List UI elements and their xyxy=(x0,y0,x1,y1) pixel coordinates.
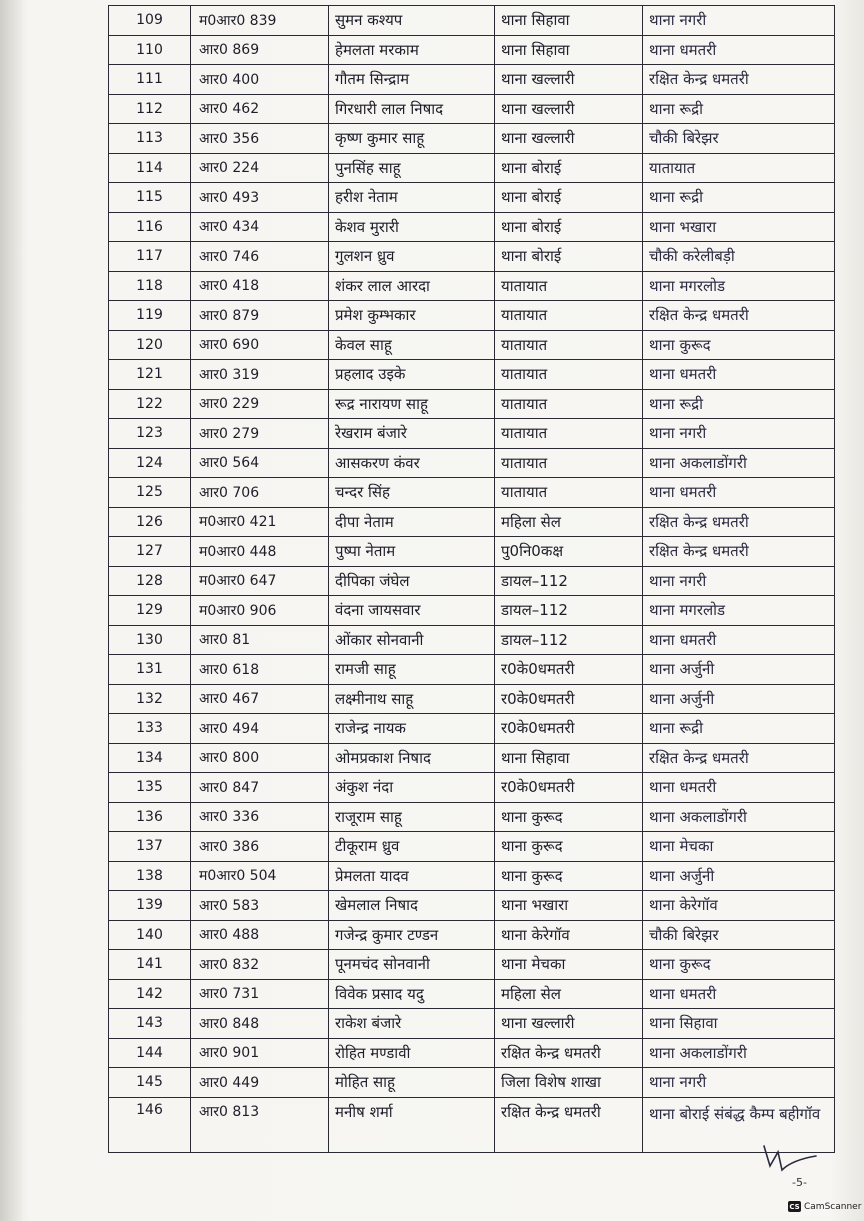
badge-number-cell: आर0 731 xyxy=(191,979,329,1009)
badge-number-cell: आर0 564 xyxy=(191,448,329,478)
name-cell: खेमलाल निषाद xyxy=(329,891,495,921)
badge-number-cell: आर0 488 xyxy=(191,920,329,950)
current-posting-cell: थाना मेचका xyxy=(495,950,643,980)
table-row xyxy=(109,625,835,655)
badge-number-cell: आर0 583 xyxy=(191,891,329,921)
table-row xyxy=(109,714,835,744)
badge-number-cell: आर0 418 xyxy=(191,271,329,301)
new-posting-cell: थाना अकलाडोंगरी xyxy=(643,1038,835,1068)
badge-number-cell: आर0 879 xyxy=(191,301,329,331)
table-row xyxy=(109,153,835,183)
badge-number-cell: म0आर0 906 xyxy=(191,596,329,626)
current-posting-cell: महिला सेल xyxy=(495,507,643,537)
table-row xyxy=(109,448,835,478)
badge-number-cell: आर0 81 xyxy=(191,625,329,655)
badge-number-cell: आर0 400 xyxy=(191,65,329,95)
current-posting-cell: थाना कुरूद xyxy=(495,802,643,832)
serial-number-cell: 137 xyxy=(109,832,191,862)
badge-number-cell: आर0 746 xyxy=(191,242,329,272)
table-row xyxy=(109,684,835,714)
name-cell: अंकुश नंदा xyxy=(329,773,495,803)
serial-number-cell: 122 xyxy=(109,389,191,419)
name-cell: रूद्र नारायण साहू xyxy=(329,389,495,419)
current-posting-cell: थाना सिहावा xyxy=(495,6,643,36)
camscanner-logo-icon: CS xyxy=(789,1202,800,1211)
new-posting-cell: थाना रूद्री xyxy=(643,94,835,124)
table-row xyxy=(109,35,835,65)
current-posting-cell: डायल–112 xyxy=(495,566,643,596)
badge-number-cell: आर0 618 xyxy=(191,655,329,685)
badge-number-cell: आर0 224 xyxy=(191,153,329,183)
badge-number-cell: म0आर0 421 xyxy=(191,507,329,537)
badge-number-cell: आर0 813 xyxy=(191,1097,329,1152)
table-row xyxy=(109,1009,835,1039)
new-posting-cell: थाना धमतरी xyxy=(643,478,835,508)
current-posting-cell: थाना सिहावा xyxy=(495,35,643,65)
current-posting-cell: थाना सिहावा xyxy=(495,743,643,773)
new-posting-cell: थाना बोराई संबंद्ध कैम्प बहीगॉव xyxy=(643,1097,835,1152)
badge-number-cell: आर0 319 xyxy=(191,360,329,390)
badge-number-cell: आर0 467 xyxy=(191,684,329,714)
new-posting-cell: रक्षित केन्द्र धमतरी xyxy=(643,507,835,537)
current-posting-cell: यातायात xyxy=(495,360,643,390)
new-posting-cell: रक्षित केन्द्र धमतरी xyxy=(643,537,835,567)
table-row xyxy=(109,743,835,773)
name-cell: पूनमचंद सोनवानी xyxy=(329,950,495,980)
current-posting-cell: र0के0धमतरी xyxy=(495,714,643,744)
table-row xyxy=(109,773,835,803)
table-row xyxy=(109,950,835,980)
badge-number-cell: आर0 449 xyxy=(191,1068,329,1098)
table-row xyxy=(109,1038,835,1068)
new-posting-cell: थाना धमतरी xyxy=(643,625,835,655)
serial-number-cell: 124 xyxy=(109,448,191,478)
serial-number-cell: 112 xyxy=(109,94,191,124)
current-posting-cell: पु0नि0कक्ष xyxy=(495,537,643,567)
current-posting-cell: थाना बोराई xyxy=(495,212,643,242)
table-row xyxy=(109,389,835,419)
new-posting-cell: थाना धमतरी xyxy=(643,773,835,803)
current-posting-cell: थाना बोराई xyxy=(495,183,643,213)
table-row xyxy=(109,65,835,95)
current-posting-cell: यातायात xyxy=(495,271,643,301)
badge-number-cell: आर0 901 xyxy=(191,1038,329,1068)
transfer-list-table xyxy=(108,5,835,1153)
name-cell: हेमलता मरकाम xyxy=(329,35,495,65)
name-cell: राजूराम साहू xyxy=(329,802,495,832)
badge-number-cell: म0आर0 448 xyxy=(191,537,329,567)
badge-number-cell: आर0 386 xyxy=(191,832,329,862)
current-posting-cell: यातायात xyxy=(495,330,643,360)
table-row xyxy=(109,330,835,360)
new-posting-cell: रक्षित केन्द्र धमतरी xyxy=(643,301,835,331)
badge-number-cell: आर0 869 xyxy=(191,35,329,65)
current-posting-cell: थाना केरेगॉव xyxy=(495,920,643,950)
current-posting-cell: थाना खल्लारी xyxy=(495,1009,643,1039)
badge-number-cell: आर0 493 xyxy=(191,183,329,213)
serial-number-cell: 141 xyxy=(109,950,191,980)
new-posting-cell: थाना मगरलोड xyxy=(643,271,835,301)
badge-number-cell: आर0 847 xyxy=(191,773,329,803)
current-posting-cell: थाना खल्लारी xyxy=(495,65,643,95)
name-cell: प्रेमलता यादव xyxy=(329,861,495,891)
current-posting-cell: थाना बोराई xyxy=(495,153,643,183)
serial-number-cell: 127 xyxy=(109,537,191,567)
new-posting-cell: रक्षित केन्द्र धमतरी xyxy=(643,743,835,773)
new-posting-cell: चौकी बिरेझर xyxy=(643,920,835,950)
new-posting-cell: थाना भखारा xyxy=(643,212,835,242)
serial-number-cell: 133 xyxy=(109,714,191,744)
scanner-watermark xyxy=(788,1201,861,1212)
name-cell: लक्ष्मीनाथ साहू xyxy=(329,684,495,714)
name-cell: गुलशन ध्रुव xyxy=(329,242,495,272)
name-cell: हरीश नेताम xyxy=(329,183,495,213)
name-cell: विवेक प्रसाद यदु xyxy=(329,979,495,1009)
serial-number-cell: 113 xyxy=(109,124,191,154)
current-posting-cell: यातायात xyxy=(495,389,643,419)
table-row xyxy=(109,183,835,213)
current-posting-cell: रक्षित केन्द्र धमतरी xyxy=(495,1038,643,1068)
serial-number-cell: 117 xyxy=(109,242,191,272)
serial-number-cell: 129 xyxy=(109,596,191,626)
new-posting-cell: थाना रूद्री xyxy=(643,389,835,419)
current-posting-cell: रक्षित केन्द्र धमतरी xyxy=(495,1097,643,1152)
name-cell: ओमप्रकाश निषाद xyxy=(329,743,495,773)
current-posting-cell: थाना बोराई xyxy=(495,242,643,272)
new-posting-cell: थाना अर्जुनी xyxy=(643,861,835,891)
name-cell: शंकर लाल आरदा xyxy=(329,271,495,301)
badge-number-cell: म0आर0 647 xyxy=(191,566,329,596)
table-row xyxy=(109,301,835,331)
name-cell: ओंकार सोनवानी xyxy=(329,625,495,655)
scanner-label: CamScanner xyxy=(804,1201,862,1212)
table-row xyxy=(109,891,835,921)
badge-number-cell: आर0 434 xyxy=(191,212,329,242)
name-cell: प्रमेश कुम्भकार xyxy=(329,301,495,331)
table-row xyxy=(109,212,835,242)
serial-number-cell: 128 xyxy=(109,566,191,596)
current-posting-cell: डायल–112 xyxy=(495,625,643,655)
new-posting-cell: चौकी बिरेझर xyxy=(643,124,835,154)
name-cell: मनीष शर्मा xyxy=(329,1097,495,1152)
table-row xyxy=(109,360,835,390)
table-row xyxy=(109,1068,835,1098)
serial-number-cell: 110 xyxy=(109,35,191,65)
serial-number-cell: 109 xyxy=(109,6,191,36)
serial-number-cell: 123 xyxy=(109,419,191,449)
signature-mark xyxy=(760,1140,820,1180)
name-cell: कृष्ण कुमार साहू xyxy=(329,124,495,154)
serial-number-cell: 118 xyxy=(109,271,191,301)
new-posting-cell: थाना नगरी xyxy=(643,6,835,36)
new-posting-cell: थाना सिहावा xyxy=(643,1009,835,1039)
table-row xyxy=(109,920,835,950)
serial-number-cell: 121 xyxy=(109,360,191,390)
current-posting-cell: डायल–112 xyxy=(495,596,643,626)
table-row xyxy=(109,242,835,272)
new-posting-cell: थाना नगरी xyxy=(643,1068,835,1098)
name-cell: गौतम सिन्द्राम xyxy=(329,65,495,95)
badge-number-cell: म0आर0 839 xyxy=(191,6,329,36)
new-posting-cell: थाना धमतरी xyxy=(643,35,835,65)
table-row xyxy=(109,537,835,567)
new-posting-cell: थाना धमतरी xyxy=(643,360,835,390)
serial-number-cell: 111 xyxy=(109,65,191,95)
table-row xyxy=(109,478,835,508)
current-posting-cell: थाना खल्लारी xyxy=(495,94,643,124)
name-cell: गिरधारी लाल निषाद xyxy=(329,94,495,124)
table-row xyxy=(109,655,835,685)
serial-number-cell: 142 xyxy=(109,979,191,1009)
table-row xyxy=(109,124,835,154)
name-cell: गजेन्द्र कुमार टण्डन xyxy=(329,920,495,950)
name-cell: आसकरण कंवर xyxy=(329,448,495,478)
badge-number-cell: आर0 800 xyxy=(191,743,329,773)
badge-number-cell: आर0 848 xyxy=(191,1009,329,1039)
serial-number-cell: 140 xyxy=(109,920,191,950)
badge-number-cell: आर0 336 xyxy=(191,802,329,832)
name-cell: पुष्पा नेताम xyxy=(329,537,495,567)
page-edge-shadow xyxy=(0,0,22,1221)
serial-number-cell: 144 xyxy=(109,1038,191,1068)
serial-number-cell: 119 xyxy=(109,301,191,331)
badge-number-cell: आर0 462 xyxy=(191,94,329,124)
new-posting-cell: थाना अकलाडोंगरी xyxy=(643,802,835,832)
current-posting-cell: यातायात xyxy=(495,478,643,508)
table-body xyxy=(109,6,835,1153)
name-cell: मोहित साहू xyxy=(329,1068,495,1098)
serial-number-cell: 146 xyxy=(109,1097,191,1152)
current-posting-cell: यातायात xyxy=(495,419,643,449)
badge-number-cell: आर0 279 xyxy=(191,419,329,449)
new-posting-cell: थाना मेचका xyxy=(643,832,835,862)
table-row xyxy=(109,419,835,449)
serial-number-cell: 131 xyxy=(109,655,191,685)
serial-number-cell: 135 xyxy=(109,773,191,803)
table-row xyxy=(109,861,835,891)
table-row xyxy=(109,94,835,124)
name-cell: दीपिका जंघेल xyxy=(329,566,495,596)
serial-number-cell: 125 xyxy=(109,478,191,508)
table-row xyxy=(109,1097,835,1152)
table-row xyxy=(109,507,835,537)
current-posting-cell: थाना भखारा xyxy=(495,891,643,921)
new-posting-cell: थाना केरेगॉव xyxy=(643,891,835,921)
name-cell: प्रहलाद उइके xyxy=(329,360,495,390)
new-posting-cell: थाना धमतरी xyxy=(643,979,835,1009)
table-row xyxy=(109,596,835,626)
name-cell: पुनसिंह साहू xyxy=(329,153,495,183)
table-row xyxy=(109,6,835,36)
badge-number-cell: आर0 706 xyxy=(191,478,329,508)
serial-number-cell: 143 xyxy=(109,1009,191,1039)
serial-number-cell: 115 xyxy=(109,183,191,213)
name-cell: केवल साहू xyxy=(329,330,495,360)
serial-number-cell: 134 xyxy=(109,743,191,773)
serial-number-cell: 130 xyxy=(109,625,191,655)
current-posting-cell: र0के0धमतरी xyxy=(495,655,643,685)
new-posting-cell: थाना अकलाडोंगरी xyxy=(643,448,835,478)
badge-number-cell: म0आर0 504 xyxy=(191,861,329,891)
table-row xyxy=(109,566,835,596)
name-cell: दीपा नेताम xyxy=(329,507,495,537)
new-posting-cell: थाना नगरी xyxy=(643,566,835,596)
new-posting-cell: थाना कुरूद xyxy=(643,330,835,360)
serial-number-cell: 126 xyxy=(109,507,191,537)
new-posting-cell: रक्षित केन्द्र धमतरी xyxy=(643,65,835,95)
serial-number-cell: 120 xyxy=(109,330,191,360)
current-posting-cell: र0के0धमतरी xyxy=(495,684,643,714)
new-posting-cell: थाना रूद्री xyxy=(643,714,835,744)
table-row xyxy=(109,979,835,1009)
name-cell: रामजी साहू xyxy=(329,655,495,685)
current-posting-cell: जिला विशेष शाखा xyxy=(495,1068,643,1098)
current-posting-cell: र0के0धमतरी xyxy=(495,773,643,803)
new-posting-cell: थाना मगरलोड xyxy=(643,596,835,626)
current-posting-cell: थाना कुरूद xyxy=(495,861,643,891)
name-cell: टीकूराम ध्रुव xyxy=(329,832,495,862)
current-posting-cell: थाना खल्लारी xyxy=(495,124,643,154)
page-number: -5- xyxy=(792,1176,807,1189)
name-cell: रोहित मण्डावी xyxy=(329,1038,495,1068)
table-row xyxy=(109,802,835,832)
name-cell: वंदना जायसवार xyxy=(329,596,495,626)
serial-number-cell: 136 xyxy=(109,802,191,832)
new-posting-cell: यातायात xyxy=(643,153,835,183)
serial-number-cell: 114 xyxy=(109,153,191,183)
serial-number-cell: 116 xyxy=(109,212,191,242)
new-posting-cell: थाना अर्जुनी xyxy=(643,684,835,714)
badge-number-cell: आर0 494 xyxy=(191,714,329,744)
new-posting-cell: थाना रूद्री xyxy=(643,183,835,213)
current-posting-cell: महिला सेल xyxy=(495,979,643,1009)
current-posting-cell: यातायात xyxy=(495,448,643,478)
new-posting-cell: थाना नगरी xyxy=(643,419,835,449)
serial-number-cell: 145 xyxy=(109,1068,191,1098)
name-cell: केशव मुरारी xyxy=(329,212,495,242)
table-row xyxy=(109,832,835,862)
badge-number-cell: आर0 229 xyxy=(191,389,329,419)
current-posting-cell: थाना कुरूद xyxy=(495,832,643,862)
name-cell: रेखराम बंजारे xyxy=(329,419,495,449)
name-cell: राजेन्द्र नायक xyxy=(329,714,495,744)
table-row xyxy=(109,271,835,301)
badge-number-cell: आर0 690 xyxy=(191,330,329,360)
name-cell: राकेश बंजारे xyxy=(329,1009,495,1039)
serial-number-cell: 138 xyxy=(109,861,191,891)
name-cell: सुमन कश्यप xyxy=(329,6,495,36)
new-posting-cell: थाना अर्जुनी xyxy=(643,655,835,685)
current-posting-cell: यातायात xyxy=(495,301,643,331)
new-posting-cell: थाना कुरूद xyxy=(643,950,835,980)
new-posting-cell: चौकी करेलीबड़ी xyxy=(643,242,835,272)
name-cell: चन्दर सिंह xyxy=(329,478,495,508)
serial-number-cell: 139 xyxy=(109,891,191,921)
serial-number-cell: 132 xyxy=(109,684,191,714)
badge-number-cell: आर0 356 xyxy=(191,124,329,154)
badge-number-cell: आर0 832 xyxy=(191,950,329,980)
